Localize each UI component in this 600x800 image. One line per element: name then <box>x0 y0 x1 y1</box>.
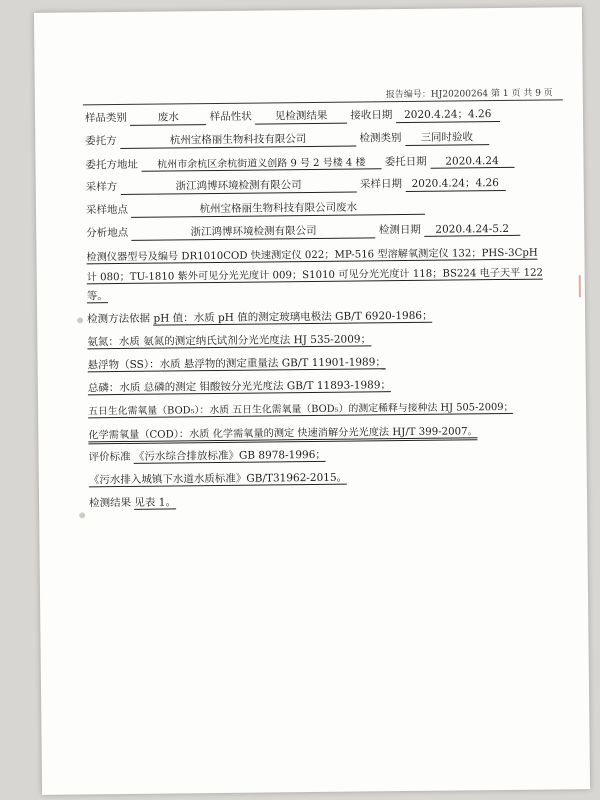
method-ammonia-row <box>87 329 563 349</box>
analysis-site-label: 分析地点 <box>86 226 129 240</box>
row-sampling-site <box>86 197 562 218</box>
sampling-site-value: 杭州宝格丽生物科技有限公司废水 <box>131 199 425 218</box>
client-label: 委托方 <box>85 135 117 148</box>
method-bod: 五日生化需氧量（BOD₅）：水质 五日生化需氧量（BOD₅）的测定稀释与接种法 HJ 505-2009； <box>88 401 514 418</box>
method-cod: 化学需氧量（COD）：水质 化学需氧量的测定 快速消解分光光度法 HJ/T 399-2007。 <box>88 426 478 444</box>
report-page <box>34 7 590 795</box>
binder-hole <box>79 512 85 518</box>
sample-nature-value: 见检测结果 <box>255 108 347 125</box>
row-analysis-site <box>86 220 562 241</box>
test-type-value: 三同时验收 <box>405 129 489 146</box>
instruments-text-2: 计 080；TU-1810 紫外可见分光光度计 009；S1010 可见分光光度计 118；BS224 电子天平 122 <box>86 267 544 284</box>
result-value: 见表 1。 <box>134 496 176 509</box>
instruments-text-3: 等。 <box>86 290 108 303</box>
row-sample-info <box>85 105 561 126</box>
total-pages: 共 9 页 <box>523 88 553 99</box>
row-client-address <box>85 151 561 172</box>
method-ph-row <box>87 306 563 326</box>
sampler-label: 采样方 <box>85 181 118 194</box>
method-cod-row <box>88 421 564 441</box>
sample-category-label: 样品类别 <box>84 111 128 125</box>
report-number: 报告编号：HJ20200264 <box>385 89 489 101</box>
report-number-header <box>386 85 553 100</box>
method-tp-row <box>88 375 564 395</box>
method-ammonia: 氨氮：水质 氨氮的测定纳氏试剂分光光度法 HJ 535-2009； <box>87 333 372 349</box>
client-value: 杭州宝格丽生物科技有限公司 <box>120 131 356 149</box>
test-date-value: 2020.4.24-5.2 <box>424 223 520 237</box>
standard-1: 《污水综合排放标准》GB 8978-1996； <box>133 448 326 463</box>
sample-nature-label: 样品性状 <box>209 110 252 124</box>
test-type-label: 检测类别 <box>359 132 402 145</box>
receive-date-label: 接收日期 <box>350 109 393 122</box>
standards-row-2 <box>89 467 565 487</box>
commission-date-value: 2020.4.24 <box>430 155 514 169</box>
result-row <box>89 490 565 510</box>
row-client <box>85 128 561 149</box>
client-address-label: 委托方地址 <box>85 158 139 172</box>
binder-hole <box>77 317 83 323</box>
standards-label: 评价标准 <box>88 450 131 464</box>
instruments-line-1 <box>86 243 562 263</box>
sampling-site-label: 采样地点 <box>85 203 129 217</box>
sample-category-value: 废水 <box>130 109 206 126</box>
sampler-value: 浙江鸿博环境检测有限公司 <box>121 177 357 195</box>
instruments-line-2 <box>87 263 563 283</box>
standards-row-1 <box>88 444 564 464</box>
test-date-label: 检测日期 <box>378 223 421 237</box>
method-ph: pH 值：水质 pH 值的测定玻璃电极法 GB/T 6920-1986； <box>153 309 433 325</box>
row-sampler <box>86 174 562 195</box>
instruments-line-3 <box>87 283 563 303</box>
result-label: 检测结果 <box>88 496 132 510</box>
sampling-date-value: 2020.4.24；4.26 <box>405 175 505 192</box>
standard-2: 《污水排入城镇下水道水质标准》GB/T31962-2015。 <box>88 471 348 487</box>
red-edge-mark <box>579 275 581 297</box>
method-bod-row <box>88 398 564 417</box>
receive-date-value: 2020.4.24；4.26 <box>396 106 500 123</box>
methods-label: 检测方法依据 <box>87 312 151 326</box>
method-ss-row <box>88 352 564 372</box>
method-ss: 悬浮物（SS）：水质 悬浮物的测定重量法 GB/T 11901-1989； <box>87 356 386 372</box>
page-number: 第 1 页 <box>490 88 521 100</box>
instruments-text-1: 检测仪器型号及编号 DR1010COD 快速测定仪 022；MP-516 型溶解氧测定仪 132；PHS-3CpH <box>86 247 538 264</box>
analysis-site-value: 浙江鸿博环境检测有限公司 <box>131 222 375 241</box>
commission-date-label: 委托日期 <box>384 155 427 169</box>
client-address-value: 杭州市余杭区余杭街道义创路 9 号 2 号楼 4 楼 <box>141 153 381 172</box>
header-rule <box>83 99 563 105</box>
method-tp: 总磷：水质 总磷的测定 钼酸铵分光光度法 GB/T 11893-1989； <box>87 379 392 395</box>
sampling-date-label: 采样日期 <box>359 178 402 191</box>
